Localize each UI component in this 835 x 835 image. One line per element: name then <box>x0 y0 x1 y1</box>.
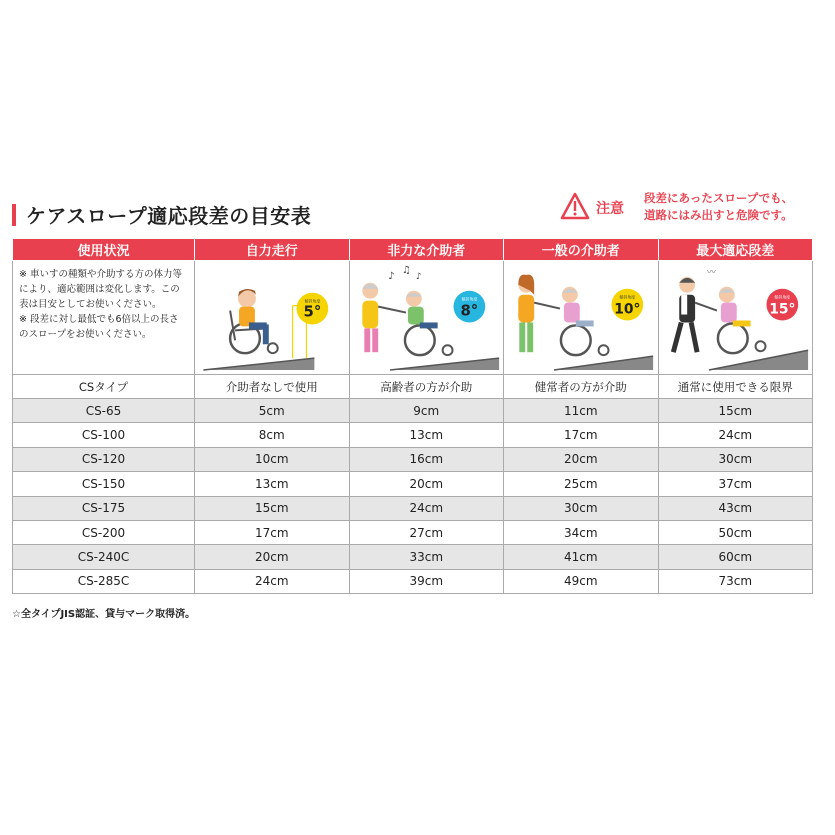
value-cell: 20cm <box>504 447 659 471</box>
elderly-helper-icon <box>350 261 504 374</box>
general-helper-icon <box>504 261 658 374</box>
value-cell: 15cm <box>658 399 813 423</box>
value-cell: 41cm <box>504 545 659 569</box>
illustration-row <box>13 261 813 375</box>
value-cell: 17cm <box>504 423 659 447</box>
value-cell: 5cm <box>195 399 350 423</box>
svg-text:〰: 〰 <box>706 267 716 278</box>
svg-text:15°: 15° <box>768 301 795 318</box>
value-cell: 30cm <box>504 496 659 520</box>
model-cell: CS-285C <box>13 569 195 593</box>
table-row <box>13 423 813 447</box>
header-row <box>13 239 813 261</box>
svg-text:傾斜角度: 傾斜角度 <box>773 294 790 300</box>
value-cell: 27cm <box>349 520 504 544</box>
caution-label: 注意 <box>596 201 624 217</box>
table-row <box>13 569 813 593</box>
value-cell: 11cm <box>504 399 659 423</box>
value-cell: 13cm <box>349 423 504 447</box>
value-cell: 73cm <box>658 569 813 593</box>
model-cell: CS-150 <box>13 472 195 496</box>
model-cell: CS-175 <box>13 496 195 520</box>
page-title: ケアスロープ適応段差の目安表 <box>26 204 312 228</box>
subheader-weak-helper: 高齢者の方が介助 <box>349 375 504 399</box>
table-row <box>13 545 813 569</box>
header-max-step: 最大適応段差 <box>658 239 813 261</box>
value-cell: 34cm <box>504 520 659 544</box>
value-cell: 24cm <box>195 569 350 593</box>
table-row <box>13 447 813 471</box>
value-cell: 10cm <box>195 447 350 471</box>
max-step-icon <box>659 261 813 374</box>
value-cell: 9cm <box>349 399 504 423</box>
note-1: ※ 車いすの種類や介助する方の体力等により、適応範囲は変化します。この表は目安としてお使いください。 <box>19 269 182 310</box>
illustration-self-propelled <box>195 261 350 375</box>
note-2: ※ 段差に対し最低でも6倍以上の長さのスロープをお使いください。 <box>19 314 179 340</box>
value-cell: 37cm <box>658 472 813 496</box>
svg-text:5°: 5° <box>303 302 322 321</box>
header-usage: 使用状況 <box>13 239 195 261</box>
warning-triangle-icon <box>560 192 590 220</box>
subheader-cs-type: CSタイプ <box>13 375 195 399</box>
title-accent-bar <box>12 204 16 226</box>
table-row <box>13 520 813 544</box>
value-cell: 24cm <box>658 423 813 447</box>
svg-text:♫: ♫ <box>401 264 411 276</box>
model-cell: CS-240C <box>13 545 195 569</box>
model-cell: CS-100 <box>13 423 195 447</box>
value-cell: 33cm <box>349 545 504 569</box>
illustration-max-step <box>658 261 813 375</box>
subheader-general-helper: 健常者の方が介助 <box>504 375 659 399</box>
subheader-max: 通常に使用できる限界 <box>658 375 813 399</box>
svg-text:8°: 8° <box>459 301 478 320</box>
value-cell: 16cm <box>349 447 504 471</box>
value-cell: 8cm <box>195 423 350 447</box>
caution-line-1: 段差にあったスロープでも、 <box>644 191 794 205</box>
svg-text:傾斜角度: 傾斜角度 <box>304 298 321 304</box>
subheader-self: 介助者なしで使用 <box>195 375 350 399</box>
svg-text:傾斜角度: 傾斜角度 <box>460 296 477 302</box>
caution-notice <box>560 190 810 226</box>
value-cell: 20cm <box>349 472 504 496</box>
value-cell: 50cm <box>658 520 813 544</box>
svg-text:10°: 10° <box>614 301 641 318</box>
value-cell: 60cm <box>658 545 813 569</box>
header-self-propelled: 自力走行 <box>195 239 350 261</box>
value-cell: 20cm <box>195 545 350 569</box>
caution-line-2: 道路にはみ出すと危険です。 <box>644 208 793 222</box>
value-cell: 25cm <box>504 472 659 496</box>
svg-text:傾斜角度: 傾斜角度 <box>619 294 636 300</box>
value-cell: 24cm <box>349 496 504 520</box>
model-cell: CS-200 <box>13 520 195 544</box>
svg-text:♪: ♪ <box>415 271 422 282</box>
subheader-row <box>13 375 813 399</box>
caution-text <box>644 190 793 224</box>
header-general-helper: 一般の介助者 <box>504 239 659 261</box>
header-weak-helper: 非力な介助者 <box>349 239 504 261</box>
value-cell: 13cm <box>195 472 350 496</box>
wheelchair-self-icon <box>195 261 349 374</box>
footnote: ☆全タイプJIS認証、貸与マーク取得済。 <box>12 609 196 620</box>
svg-text:♪: ♪ <box>387 270 394 282</box>
value-cell: 43cm <box>658 496 813 520</box>
table-row <box>13 399 813 423</box>
illustration-weak-helper <box>349 261 504 375</box>
model-cell: CS-65 <box>13 399 195 423</box>
value-cell: 30cm <box>658 447 813 471</box>
table-row <box>13 472 813 496</box>
value-cell: 15cm <box>195 496 350 520</box>
value-cell: 39cm <box>349 569 504 593</box>
usage-notes <box>13 261 195 375</box>
table-row <box>13 496 813 520</box>
value-cell: 17cm <box>195 520 350 544</box>
slope-table <box>12 238 813 594</box>
model-cell: CS-120 <box>13 447 195 471</box>
value-cell: 49cm <box>504 569 659 593</box>
illustration-general-helper <box>504 261 659 375</box>
